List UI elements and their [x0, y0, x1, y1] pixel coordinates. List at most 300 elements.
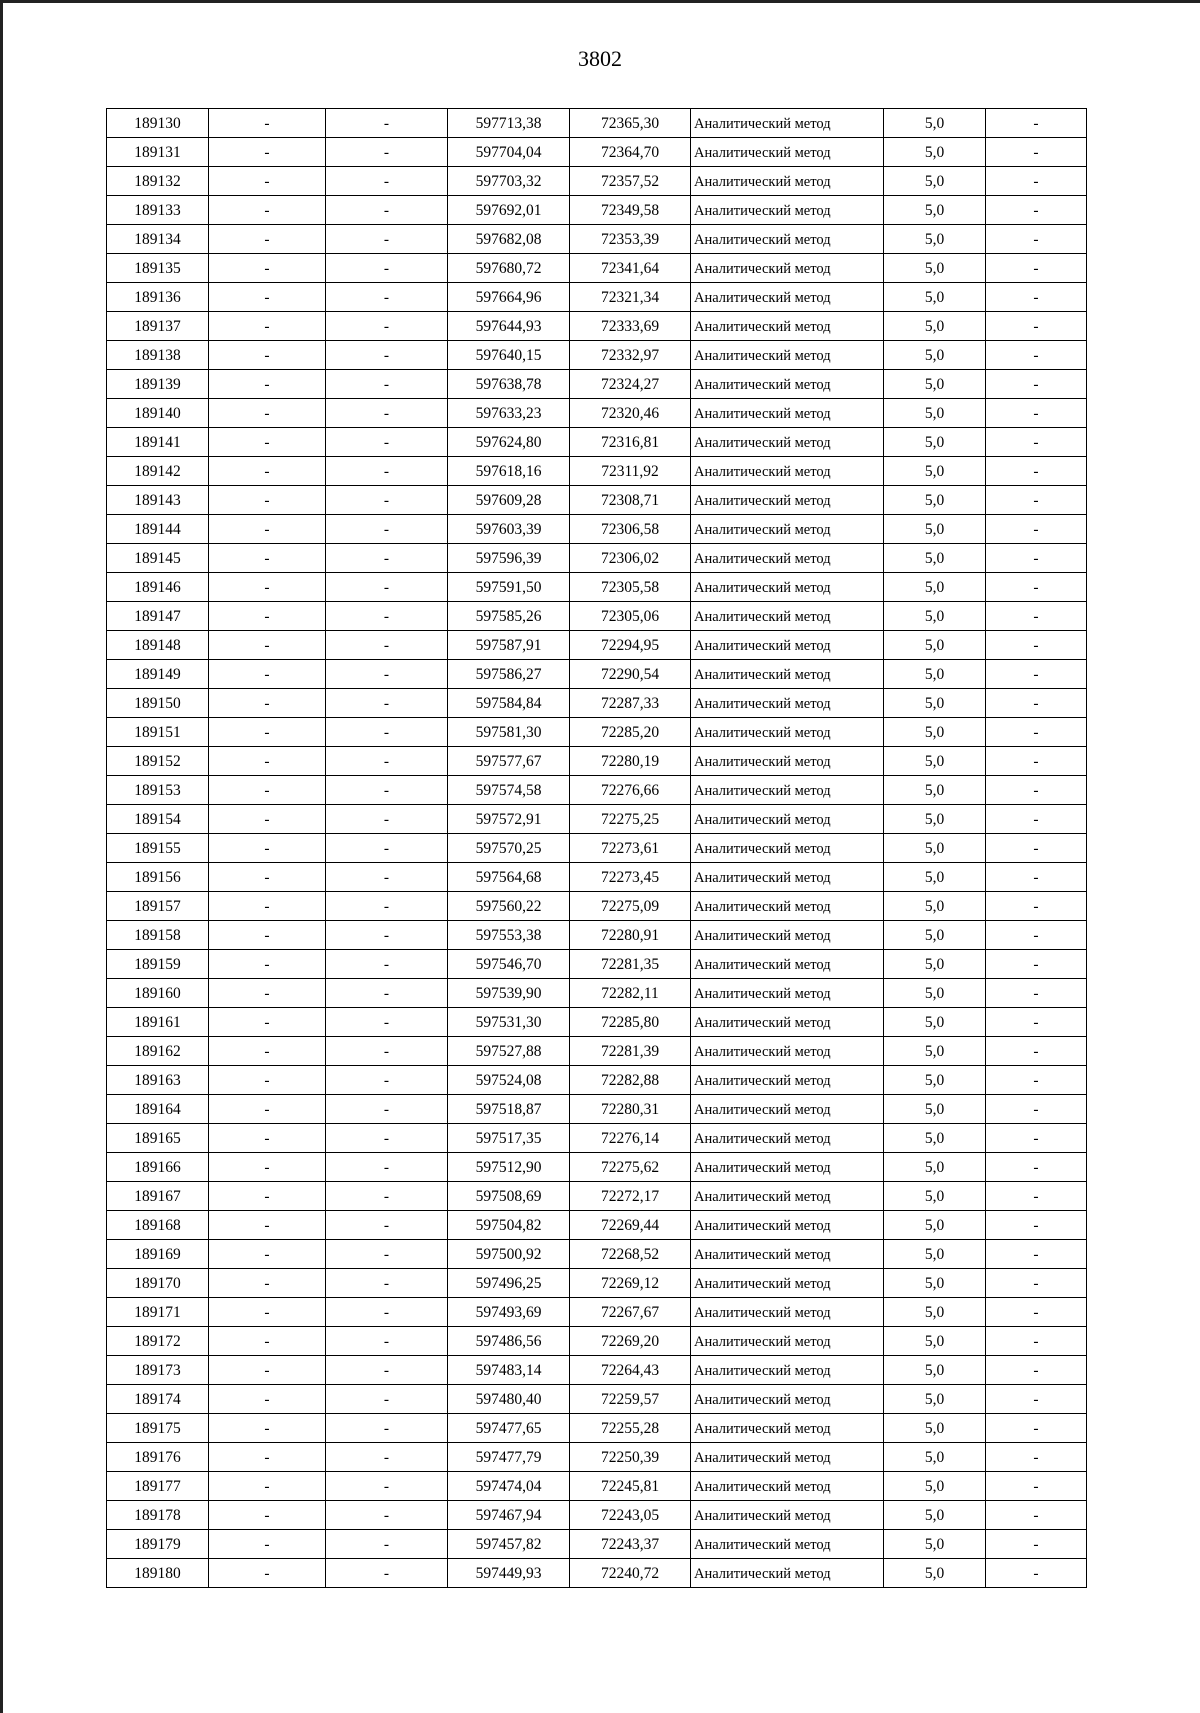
y-coordinate-cell: 72273,45: [570, 863, 691, 892]
point-number-cell: 189136: [107, 283, 209, 312]
y-coordinate-cell: 72320,46: [570, 399, 691, 428]
table-row: [107, 834, 1087, 863]
method-cell: Аналитический метод: [691, 689, 884, 718]
table-row: [107, 747, 1087, 776]
x-coordinate-cell: 597591,50: [448, 573, 570, 602]
method-cell: Аналитический метод: [691, 1124, 884, 1153]
y-coordinate-cell: 72332,97: [570, 341, 691, 370]
empty-cell-b: -: [326, 602, 448, 631]
empty-cell-b: -: [326, 1211, 448, 1240]
point-number-cell: 189173: [107, 1356, 209, 1385]
table-row: [107, 283, 1087, 312]
accuracy-cell: 5,0: [884, 1443, 986, 1472]
y-coordinate-cell: 72353,39: [570, 225, 691, 254]
accuracy-cell: 5,0: [884, 950, 986, 979]
y-coordinate-cell: 72275,25: [570, 805, 691, 834]
y-coordinate-cell: 72275,09: [570, 892, 691, 921]
empty-cell-b: -: [326, 486, 448, 515]
empty-cell-b: -: [326, 283, 448, 312]
empty-cell-b: -: [326, 370, 448, 399]
table-row: [107, 573, 1087, 602]
x-coordinate-cell: 597512,90: [448, 1153, 570, 1182]
x-coordinate-cell: 597457,82: [448, 1530, 570, 1559]
accuracy-cell: 5,0: [884, 1385, 986, 1414]
empty-cell-b: -: [326, 1037, 448, 1066]
method-cell: Аналитический метод: [691, 1298, 884, 1327]
y-coordinate-cell: 72276,66: [570, 776, 691, 805]
empty-cell-a: -: [209, 1385, 326, 1414]
accuracy-cell: 5,0: [884, 254, 986, 283]
note-cell: -: [986, 1182, 1087, 1211]
empty-cell-a: -: [209, 486, 326, 515]
method-cell: Аналитический метод: [691, 1530, 884, 1559]
accuracy-cell: 5,0: [884, 167, 986, 196]
x-coordinate-cell: 597524,08: [448, 1066, 570, 1095]
empty-cell-b: -: [326, 1269, 448, 1298]
empty-cell-a: -: [209, 689, 326, 718]
empty-cell-b: -: [326, 341, 448, 370]
empty-cell-a: -: [209, 254, 326, 283]
note-cell: -: [986, 196, 1087, 225]
accuracy-cell: 5,0: [884, 370, 986, 399]
method-cell: Аналитический метод: [691, 1501, 884, 1530]
empty-cell-a: -: [209, 1530, 326, 1559]
empty-cell-b: -: [326, 109, 448, 138]
method-cell: Аналитический метод: [691, 1385, 884, 1414]
note-cell: -: [986, 1037, 1087, 1066]
empty-cell-b: -: [326, 718, 448, 747]
note-cell: -: [986, 1327, 1087, 1356]
point-number-cell: 189150: [107, 689, 209, 718]
top-edge-rule: [0, 0, 1200, 3]
note-cell: -: [986, 660, 1087, 689]
note-cell: -: [986, 1211, 1087, 1240]
x-coordinate-cell: 597692,01: [448, 196, 570, 225]
table-row: [107, 1327, 1087, 1356]
empty-cell-a: -: [209, 602, 326, 631]
empty-cell-a: -: [209, 1240, 326, 1269]
accuracy-cell: 5,0: [884, 921, 986, 950]
y-coordinate-cell: 72243,37: [570, 1530, 691, 1559]
empty-cell-a: -: [209, 1298, 326, 1327]
note-cell: -: [986, 428, 1087, 457]
y-coordinate-cell: 72308,71: [570, 486, 691, 515]
empty-cell-b: -: [326, 660, 448, 689]
point-number-cell: 189143: [107, 486, 209, 515]
empty-cell-b: -: [326, 573, 448, 602]
y-coordinate-cell: 72305,58: [570, 573, 691, 602]
note-cell: -: [986, 312, 1087, 341]
table-row: [107, 109, 1087, 138]
empty-cell-a: -: [209, 834, 326, 863]
point-number-cell: 189146: [107, 573, 209, 602]
y-coordinate-cell: 72294,95: [570, 631, 691, 660]
note-cell: -: [986, 544, 1087, 573]
x-coordinate-cell: 597713,38: [448, 109, 570, 138]
point-number-cell: 189131: [107, 138, 209, 167]
y-coordinate-cell: 72281,39: [570, 1037, 691, 1066]
note-cell: -: [986, 1472, 1087, 1501]
table-row: [107, 457, 1087, 486]
x-coordinate-cell: 597500,92: [448, 1240, 570, 1269]
method-cell: Аналитический метод: [691, 1211, 884, 1240]
empty-cell-a: -: [209, 805, 326, 834]
table-row: [107, 979, 1087, 1008]
method-cell: Аналитический метод: [691, 1443, 884, 1472]
x-coordinate-cell: 597586,27: [448, 660, 570, 689]
method-cell: Аналитический метод: [691, 892, 884, 921]
table-row: [107, 718, 1087, 747]
x-coordinate-cell: 597508,69: [448, 1182, 570, 1211]
page-number: 3802: [578, 46, 622, 71]
note-cell: -: [986, 631, 1087, 660]
x-coordinate-cell: 597467,94: [448, 1501, 570, 1530]
note-cell: -: [986, 602, 1087, 631]
empty-cell-b: -: [326, 1443, 448, 1472]
table-row: [107, 254, 1087, 283]
note-cell: -: [986, 1530, 1087, 1559]
note-cell: -: [986, 776, 1087, 805]
point-number-cell: 189138: [107, 341, 209, 370]
empty-cell-b: -: [326, 1240, 448, 1269]
note-cell: -: [986, 109, 1087, 138]
point-number-cell: 189171: [107, 1298, 209, 1327]
x-coordinate-cell: 597531,30: [448, 1008, 570, 1037]
accuracy-cell: 5,0: [884, 225, 986, 254]
table-row: [107, 1356, 1087, 1385]
table-row: [107, 1182, 1087, 1211]
method-cell: Аналитический метод: [691, 254, 884, 283]
point-number-cell: 189164: [107, 1095, 209, 1124]
method-cell: Аналитический метод: [691, 950, 884, 979]
method-cell: Аналитический метод: [691, 1037, 884, 1066]
accuracy-cell: 5,0: [884, 312, 986, 341]
empty-cell-a: -: [209, 631, 326, 660]
accuracy-cell: 5,0: [884, 283, 986, 312]
note-cell: -: [986, 1066, 1087, 1095]
method-cell: Аналитический метод: [691, 1269, 884, 1298]
method-cell: Аналитический метод: [691, 1414, 884, 1443]
note-cell: -: [986, 834, 1087, 863]
method-cell: Аналитический метод: [691, 515, 884, 544]
method-cell: Аналитический метод: [691, 109, 884, 138]
method-cell: Аналитический метод: [691, 196, 884, 225]
empty-cell-a: -: [209, 1182, 326, 1211]
table-row: [107, 1443, 1087, 1472]
accuracy-cell: 5,0: [884, 631, 986, 660]
empty-cell-b: -: [326, 1124, 448, 1153]
x-coordinate-cell: 597584,84: [448, 689, 570, 718]
accuracy-cell: 5,0: [884, 457, 986, 486]
y-coordinate-cell: 72321,34: [570, 283, 691, 312]
accuracy-cell: 5,0: [884, 1153, 986, 1182]
point-number-cell: 189163: [107, 1066, 209, 1095]
y-coordinate-cell: 72287,33: [570, 689, 691, 718]
method-cell: Аналитический метод: [691, 486, 884, 515]
accuracy-cell: 5,0: [884, 660, 986, 689]
table-row: [107, 1269, 1087, 1298]
empty-cell-a: -: [209, 1124, 326, 1153]
empty-cell-b: -: [326, 979, 448, 1008]
x-coordinate-cell: 597704,04: [448, 138, 570, 167]
accuracy-cell: 5,0: [884, 1182, 986, 1211]
note-cell: -: [986, 370, 1087, 399]
empty-cell-b: -: [326, 1327, 448, 1356]
method-cell: Аналитический метод: [691, 341, 884, 370]
accuracy-cell: 5,0: [884, 1559, 986, 1588]
y-coordinate-cell: 72240,72: [570, 1559, 691, 1588]
table-row: [107, 805, 1087, 834]
x-coordinate-cell: 597640,15: [448, 341, 570, 370]
x-coordinate-cell: 597560,22: [448, 892, 570, 921]
note-cell: -: [986, 1298, 1087, 1327]
table-row: [107, 225, 1087, 254]
empty-cell-b: -: [326, 1385, 448, 1414]
table-row: [107, 863, 1087, 892]
y-coordinate-cell: 72349,58: [570, 196, 691, 225]
accuracy-cell: 5,0: [884, 718, 986, 747]
x-coordinate-cell: 597596,39: [448, 544, 570, 573]
note-cell: -: [986, 805, 1087, 834]
table-row: [107, 1559, 1087, 1588]
x-coordinate-cell: 597603,39: [448, 515, 570, 544]
empty-cell-a: -: [209, 892, 326, 921]
point-number-cell: 189180: [107, 1559, 209, 1588]
empty-cell-b: -: [326, 892, 448, 921]
method-cell: Аналитический метод: [691, 660, 884, 689]
x-coordinate-cell: 597703,32: [448, 167, 570, 196]
empty-cell-b: -: [326, 1559, 448, 1588]
y-coordinate-cell: 72264,43: [570, 1356, 691, 1385]
accuracy-cell: 5,0: [884, 196, 986, 225]
empty-cell-b: -: [326, 1298, 448, 1327]
y-coordinate-cell: 72290,54: [570, 660, 691, 689]
point-number-cell: 189142: [107, 457, 209, 486]
method-cell: Аналитический метод: [691, 776, 884, 805]
table-row: [107, 1008, 1087, 1037]
table-row: [107, 1095, 1087, 1124]
point-number-cell: 189153: [107, 776, 209, 805]
note-cell: -: [986, 341, 1087, 370]
accuracy-cell: 5,0: [884, 515, 986, 544]
empty-cell-b: -: [326, 1530, 448, 1559]
empty-cell-a: -: [209, 544, 326, 573]
table-row: [107, 544, 1087, 573]
y-coordinate-cell: 72306,58: [570, 515, 691, 544]
accuracy-cell: 5,0: [884, 979, 986, 1008]
empty-cell-a: -: [209, 573, 326, 602]
method-cell: Аналитический метод: [691, 1153, 884, 1182]
x-coordinate-cell: 597483,14: [448, 1356, 570, 1385]
y-coordinate-cell: 72282,88: [570, 1066, 691, 1095]
note-cell: -: [986, 1356, 1087, 1385]
y-coordinate-cell: 72280,91: [570, 921, 691, 950]
note-cell: -: [986, 863, 1087, 892]
point-number-cell: 189167: [107, 1182, 209, 1211]
note-cell: -: [986, 457, 1087, 486]
y-coordinate-cell: 72365,30: [570, 109, 691, 138]
method-cell: Аналитический метод: [691, 573, 884, 602]
y-coordinate-cell: 72305,06: [570, 602, 691, 631]
point-number-cell: 189176: [107, 1443, 209, 1472]
point-number-cell: 189149: [107, 660, 209, 689]
coordinates-table: [106, 108, 1087, 1588]
empty-cell-a: -: [209, 196, 326, 225]
point-number-cell: 189177: [107, 1472, 209, 1501]
note-cell: -: [986, 1008, 1087, 1037]
empty-cell-b: -: [326, 254, 448, 283]
y-coordinate-cell: 72280,31: [570, 1095, 691, 1124]
left-edge-rule: [0, 0, 3, 1713]
point-number-cell: 189157: [107, 892, 209, 921]
y-coordinate-cell: 72269,12: [570, 1269, 691, 1298]
point-number-cell: 189168: [107, 1211, 209, 1240]
empty-cell-a: -: [209, 921, 326, 950]
point-number-cell: 189169: [107, 1240, 209, 1269]
y-coordinate-cell: 72324,27: [570, 370, 691, 399]
method-cell: Аналитический метод: [691, 747, 884, 776]
x-coordinate-cell: 597644,93: [448, 312, 570, 341]
table-row: [107, 1211, 1087, 1240]
empty-cell-a: -: [209, 1153, 326, 1182]
note-cell: -: [986, 1240, 1087, 1269]
empty-cell-a: -: [209, 1559, 326, 1588]
note-cell: -: [986, 1443, 1087, 1472]
empty-cell-a: -: [209, 312, 326, 341]
y-coordinate-cell: 72280,19: [570, 747, 691, 776]
point-number-cell: 189166: [107, 1153, 209, 1182]
accuracy-cell: 5,0: [884, 573, 986, 602]
accuracy-cell: 5,0: [884, 399, 986, 428]
x-coordinate-cell: 597480,40: [448, 1385, 570, 1414]
table-row: [107, 1124, 1087, 1153]
accuracy-cell: 5,0: [884, 805, 986, 834]
x-coordinate-cell: 597477,65: [448, 1414, 570, 1443]
method-cell: Аналитический метод: [691, 1559, 884, 1588]
table-row: [107, 1530, 1087, 1559]
point-number-cell: 189175: [107, 1414, 209, 1443]
note-cell: -: [986, 892, 1087, 921]
empty-cell-b: -: [326, 1008, 448, 1037]
y-coordinate-cell: 72273,61: [570, 834, 691, 863]
empty-cell-b: -: [326, 457, 448, 486]
y-coordinate-cell: 72282,11: [570, 979, 691, 1008]
empty-cell-a: -: [209, 1008, 326, 1037]
accuracy-cell: 5,0: [884, 138, 986, 167]
empty-cell-b: -: [326, 950, 448, 979]
empty-cell-a: -: [209, 109, 326, 138]
empty-cell-b: -: [326, 1095, 448, 1124]
x-coordinate-cell: 597577,67: [448, 747, 570, 776]
empty-cell-b: -: [326, 921, 448, 950]
x-coordinate-cell: 597581,30: [448, 718, 570, 747]
note-cell: -: [986, 1124, 1087, 1153]
x-coordinate-cell: 597682,08: [448, 225, 570, 254]
table-row: [107, 399, 1087, 428]
accuracy-cell: 5,0: [884, 892, 986, 921]
accuracy-cell: 5,0: [884, 776, 986, 805]
y-coordinate-cell: 72269,20: [570, 1327, 691, 1356]
table-body: [107, 109, 1087, 1588]
method-cell: Аналитический метод: [691, 370, 884, 399]
empty-cell-a: -: [209, 138, 326, 167]
note-cell: -: [986, 979, 1087, 1008]
x-coordinate-cell: 597518,87: [448, 1095, 570, 1124]
table-row: [107, 1472, 1087, 1501]
empty-cell-a: -: [209, 1066, 326, 1095]
point-number-cell: 189174: [107, 1385, 209, 1414]
table-row: [107, 515, 1087, 544]
table-row: [107, 1414, 1087, 1443]
method-cell: Аналитический метод: [691, 428, 884, 457]
method-cell: Аналитический метод: [691, 1008, 884, 1037]
note-cell: -: [986, 689, 1087, 718]
accuracy-cell: 5,0: [884, 486, 986, 515]
table-row: [107, 921, 1087, 950]
empty-cell-b: -: [326, 1501, 448, 1530]
empty-cell-a: -: [209, 428, 326, 457]
empty-cell-a: -: [209, 747, 326, 776]
table-row: [107, 602, 1087, 631]
x-coordinate-cell: 597546,70: [448, 950, 570, 979]
method-cell: Аналитический метод: [691, 1095, 884, 1124]
point-number-cell: 189156: [107, 863, 209, 892]
empty-cell-a: -: [209, 341, 326, 370]
empty-cell-b: -: [326, 1066, 448, 1095]
empty-cell-b: -: [326, 805, 448, 834]
point-number-cell: 189159: [107, 950, 209, 979]
accuracy-cell: 5,0: [884, 1008, 986, 1037]
x-coordinate-cell: 597486,56: [448, 1327, 570, 1356]
method-cell: Аналитический метод: [691, 631, 884, 660]
point-number-cell: 189130: [107, 109, 209, 138]
table-row: [107, 1298, 1087, 1327]
table-row: [107, 370, 1087, 399]
note-cell: -: [986, 1559, 1087, 1588]
accuracy-cell: 5,0: [884, 689, 986, 718]
method-cell: Аналитический метод: [691, 1182, 884, 1211]
empty-cell-b: -: [326, 863, 448, 892]
table-row: [107, 1037, 1087, 1066]
accuracy-cell: 5,0: [884, 109, 986, 138]
method-cell: Аналитический метод: [691, 544, 884, 573]
y-coordinate-cell: 72364,70: [570, 138, 691, 167]
note-cell: -: [986, 283, 1087, 312]
accuracy-cell: 5,0: [884, 1472, 986, 1501]
x-coordinate-cell: 597587,91: [448, 631, 570, 660]
accuracy-cell: 5,0: [884, 1501, 986, 1530]
x-coordinate-cell: 597624,80: [448, 428, 570, 457]
accuracy-cell: 5,0: [884, 1530, 986, 1559]
y-coordinate-cell: 72250,39: [570, 1443, 691, 1472]
empty-cell-a: -: [209, 399, 326, 428]
empty-cell-b: -: [326, 1182, 448, 1211]
point-number-cell: 189161: [107, 1008, 209, 1037]
y-coordinate-cell: 72333,69: [570, 312, 691, 341]
note-cell: -: [986, 399, 1087, 428]
method-cell: Аналитический метод: [691, 283, 884, 312]
x-coordinate-cell: 597585,26: [448, 602, 570, 631]
accuracy-cell: 5,0: [884, 602, 986, 631]
table-row: [107, 196, 1087, 225]
y-coordinate-cell: 72275,62: [570, 1153, 691, 1182]
point-number-cell: 189158: [107, 921, 209, 950]
point-number-cell: 189147: [107, 602, 209, 631]
point-number-cell: 189135: [107, 254, 209, 283]
note-cell: -: [986, 1269, 1087, 1298]
empty-cell-a: -: [209, 718, 326, 747]
empty-cell-b: -: [326, 138, 448, 167]
